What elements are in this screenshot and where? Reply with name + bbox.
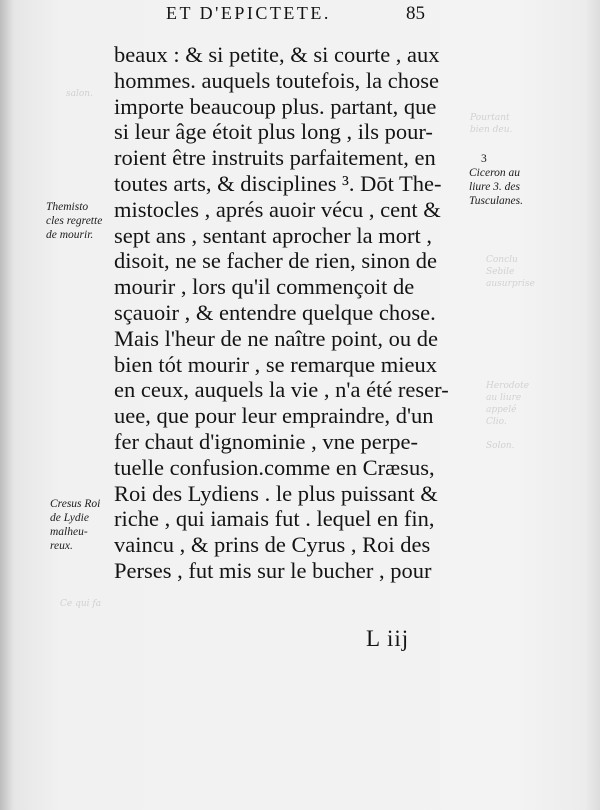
text-line: riche , qui iamais fut . lequel en fin,	[114, 506, 435, 532]
text-line: tuelle confusion.comme en Cræsus,	[114, 454, 435, 480]
bleed-through-mark: Ce qui fa	[60, 599, 102, 609]
bleed-through-mark: au liure	[486, 393, 522, 403]
note-line: liure 3. des	[469, 181, 520, 193]
note-line: reux.	[50, 540, 73, 552]
margin-note-themistocles	[46, 200, 102, 242]
text-line: Roi des Lydiens . le plus puissant &	[114, 480, 438, 506]
note-line: de Lydie	[50, 512, 89, 524]
page-number: 85	[406, 3, 425, 24]
text-line: roient être instruits parfaitement, en	[114, 145, 436, 171]
text-line: en ceux, auquels la vie , n'a été reser-	[114, 377, 449, 403]
text-line: importe beaucoup plus. partant, que	[114, 93, 437, 119]
text-line: vaincu , & prins de Cyrus , Roi des	[114, 532, 431, 558]
text-line: Mais l'heur de ne naître point, ou de	[114, 325, 438, 351]
note-line: Tusculanes.	[469, 195, 523, 207]
bleed-through-mark: Solon.	[486, 441, 515, 451]
note-line: Themisto	[46, 201, 89, 213]
bleed-through-mark: Conclu	[486, 255, 518, 265]
bleed-through-mark: bien deu.	[470, 125, 513, 135]
text-line: disoit, ne se facher de rien, sinon de	[114, 248, 438, 274]
bleed-through-mark: appelé	[486, 405, 517, 415]
bleed-through-mark: salon.	[66, 89, 93, 99]
text-line: Perses , fut mis sur le bucher , pour	[114, 557, 432, 583]
bleed-through-mark: ausurprise	[486, 279, 535, 289]
bleed-through-mark: Pourtant	[470, 113, 510, 123]
text-line: fer chaut d'ignominie , vne perpe-	[114, 428, 418, 454]
text-line: mourir , lors qu'il commençoit de	[114, 274, 415, 300]
note-number: 3	[481, 153, 487, 165]
header-title: ET D'EPICTETE.	[166, 3, 331, 23]
running-head	[0, 0, 600, 30]
text-line: sept ans , sentant aprocher la mort ,	[114, 222, 433, 248]
signature-mark: L iij	[366, 626, 410, 651]
text-line: bien tót mourir , se remarque mieux	[114, 351, 438, 377]
note-line: Cresus Roi	[50, 498, 101, 510]
bleed-through-mark: Herodote	[486, 381, 530, 391]
text-line: sçauoir , & entendre quelque chose.	[114, 299, 436, 325]
margin-note-cresus	[50, 497, 100, 553]
text-line: si leur âge étoit plus long , ils pour-	[114, 119, 433, 145]
text-line: beaux : & si petite, & si courte , aux	[114, 42, 440, 67]
body-text	[114, 42, 464, 584]
note-line: cles regrette	[46, 215, 103, 227]
note-line: malheu-	[50, 526, 88, 538]
text-line: uee, que pour leur empraindre, d'un	[114, 403, 434, 429]
note-line: de mourir.	[46, 229, 94, 241]
bleed-through-mark: Clio.	[486, 417, 507, 427]
note-line: Ciceron au	[469, 167, 520, 179]
bleed-through-mark: Sebile	[486, 267, 515, 277]
text-line: hommes. auquels toutefois, la chose	[114, 67, 439, 93]
text-line: mistocles , aprés auoir vécu , cent &	[114, 196, 441, 222]
margin-note-cicero	[469, 152, 523, 208]
text-line: toutes arts, & disciplines ³. Dōt The-	[114, 170, 442, 196]
